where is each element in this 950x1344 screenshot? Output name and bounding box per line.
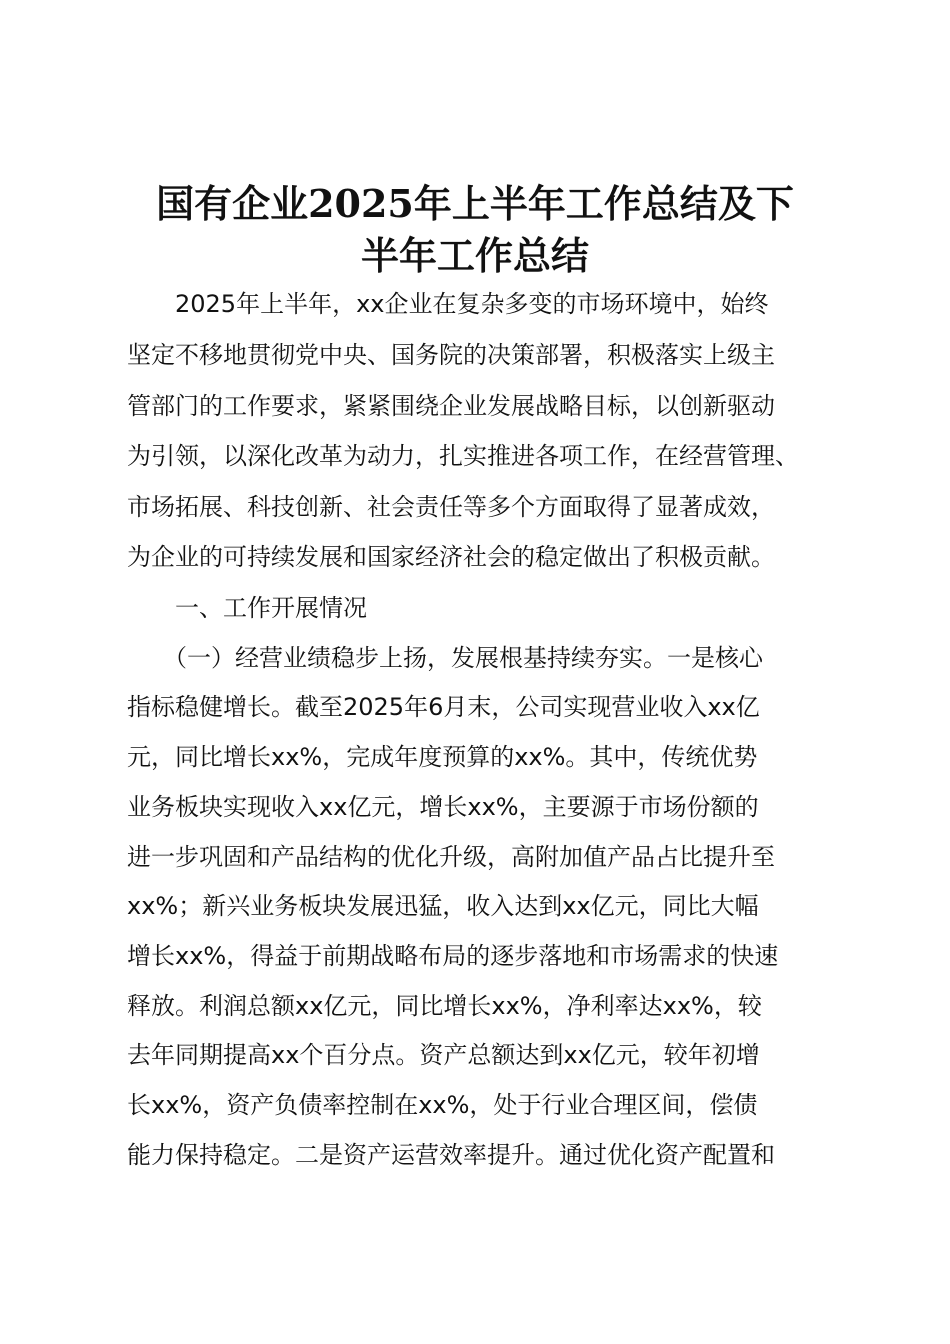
body-line: 市场拓展、科技创新、社会责任等多个方面取得了显著成效， [127, 493, 775, 521]
body-line: 能力保持稳定。二是资产运营效率提升。通过优化资产配置和 [127, 1141, 775, 1169]
body-line: （一）经营业绩稳步上扬，发展根基持续夯实。一是核心 [127, 644, 763, 672]
title-line-2: 半年工作总结 [360, 233, 589, 278]
body-line: 为引领，以深化改革为动力，扎实推进各项工作，在经营管理、 [127, 442, 799, 470]
body-line: 为企业的可持续发展和国家经济社会的稳定做出了积极贡献。 [127, 543, 775, 571]
body-line: xx%；新兴业务板块发展迅猛，收入达到xx亿元，同比大幅 [127, 892, 759, 920]
body-line: 释放。利润总额xx亿元，同比增长xx%，净利率达xx%，较 [127, 992, 762, 1020]
body-line: 管部门的工作要求，紧紧围绕企业发展战略目标，以创新驱动 [127, 392, 775, 420]
body-line: 长xx%，资产负债率控制在xx%，处于行业合理区间，偿债 [127, 1091, 758, 1119]
title-line-1: 国有企业2025年上半年工作总结及下 [156, 181, 794, 226]
section-heading: 一、工作开展情况 [127, 594, 367, 622]
body-line: 去年同期提高xx个百分点。资产总额达到xx亿元，较年初增 [127, 1041, 760, 1069]
body-line: 进一步巩固和产品结构的优化升级，高附加值产品占比提升至 [127, 843, 775, 871]
body-line: 元，同比增长xx%，完成年度预算的xx%。其中，传统优势 [127, 743, 758, 771]
body-line: 指标稳健增长。截至2025年6月末，公司实现营业收入xx亿 [127, 693, 760, 721]
document-title [100, 178, 850, 282]
body-line: 业务板块实现收入xx亿元，增长xx%，主要源于市场份额的 [127, 793, 759, 821]
body-line: 坚定不移地贯彻党中央、国务院的决策部署，积极落实上级主 [127, 341, 775, 369]
body-line: 增长xx%，得益于前期战略布局的逐步落地和市场需求的快速 [127, 942, 779, 970]
body-line: 2025年上半年，xx企业在复杂多变的市场环境中，始终 [127, 290, 769, 318]
